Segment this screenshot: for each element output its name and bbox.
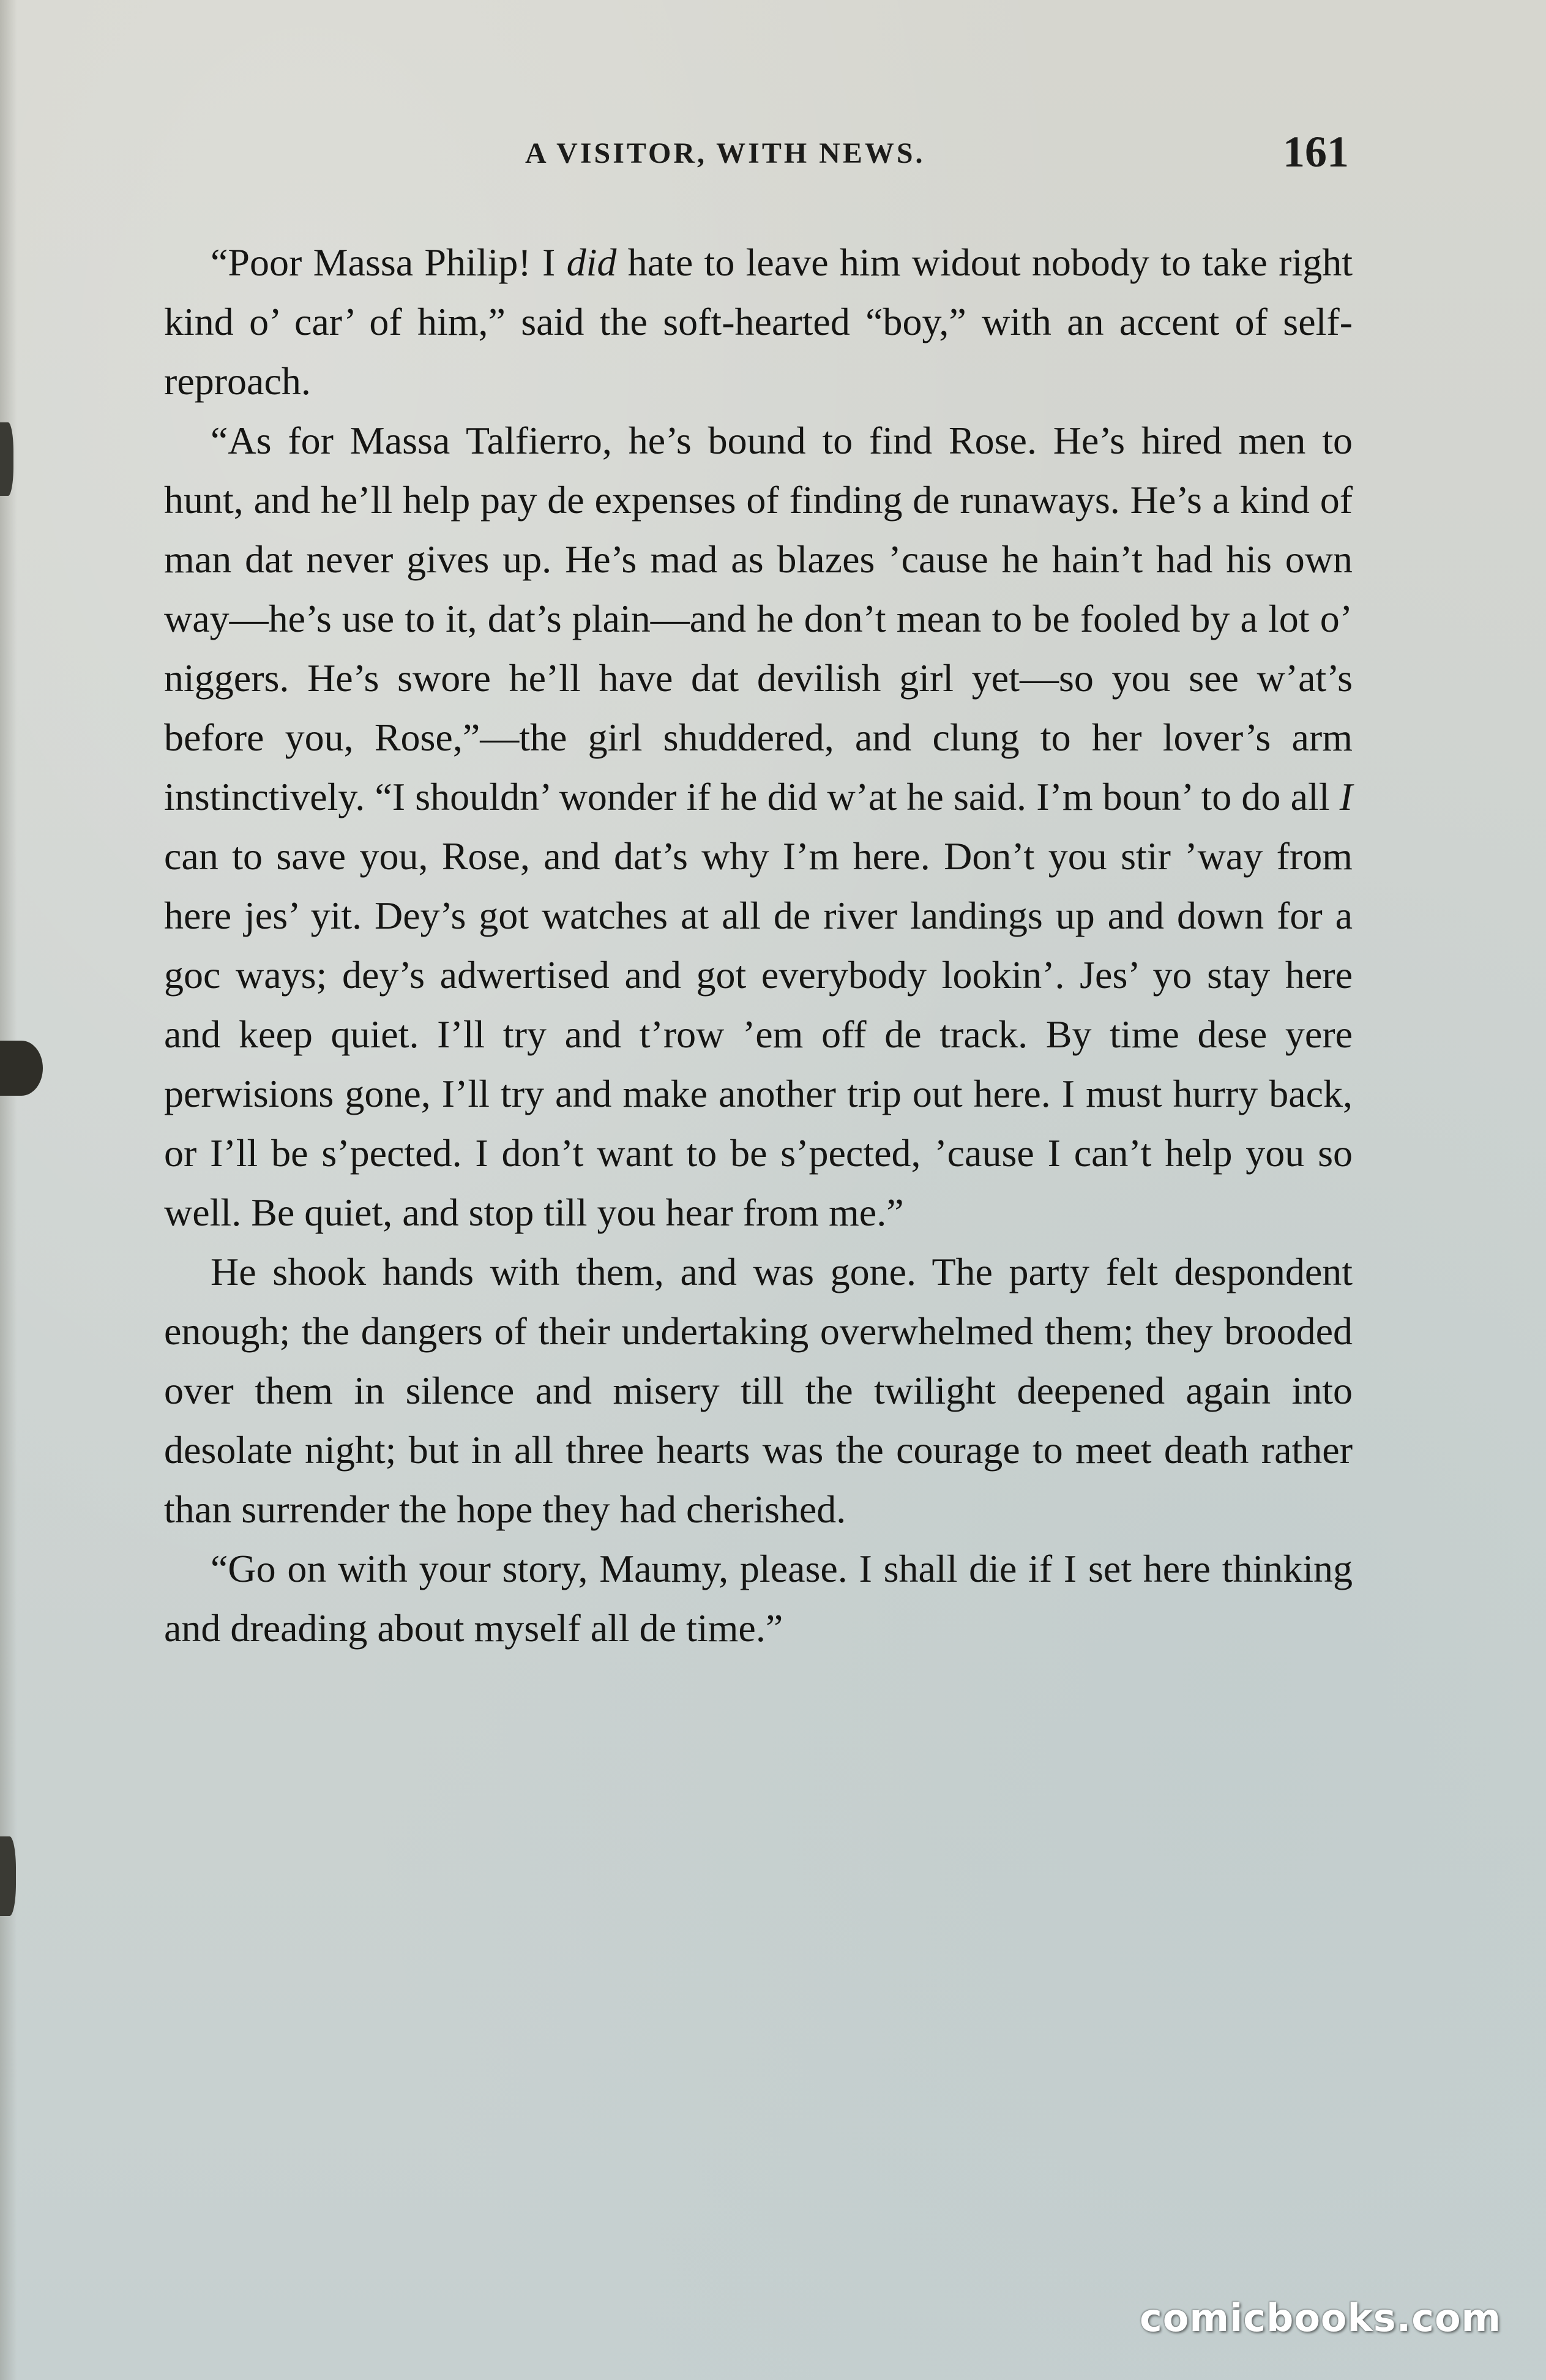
running-head: A VISITOR, WITH NEWS. xyxy=(525,137,925,170)
body-text xyxy=(164,233,1353,1658)
text-run: “Go on with your story, Maumy, please. I shall die if I set here thinking and dreading about myself all de time.” xyxy=(164,1547,1353,1650)
paragraph xyxy=(164,1242,1353,1539)
text-run: hate to leave him widout nobody to take right kind o’ car’ of him,” said the soft-hearted “boy,” with an accent of self-reproach. xyxy=(164,241,1353,403)
page-header xyxy=(0,125,1546,193)
text-run: “Poor Massa Philip! I xyxy=(211,241,567,284)
page-number: 161 xyxy=(1283,127,1349,176)
text-run: He shook hands with them, and was gone. The party felt despondent enough; the dangers of their undertaking overwhelmed them; they brooded over them in silence and misery till the twilight deepened again into desolate night; but in all three hearts was the courage to meet death rather than surrender the hope they had cherished. xyxy=(164,1250,1353,1531)
emphasis: I xyxy=(1339,775,1353,818)
watermark: comicbooks.com xyxy=(1140,2296,1502,2340)
paragraph xyxy=(164,1539,1353,1658)
binding-thread-mark xyxy=(0,422,13,496)
paragraph xyxy=(164,411,1353,1242)
emphasis: did xyxy=(566,241,617,284)
text-run: can to save you, Rose, and dat’s why I’m here. Don’t you stir ’way from here jes’ yit. Dey’s got watches at all de river landings up and down for a goc ways; dey’s adwertised and got everybody lookin’. Jes’ yo stay here and keep quiet. I’ll try and t’row ’em off de track. By time dese yere perwisions gone, I’ll try and make another trip out here. I must hurry back, or I’ll be s’pected. I don’t want to be s’pected, ’cause I can’t help you so well. Be quiet, and stop till you hear from me.” xyxy=(164,834,1353,1234)
page-gutter-shadow xyxy=(0,0,17,2380)
paragraph xyxy=(164,233,1353,411)
text-run: “As for Massa Talfierro, he’s bound to find Rose. He’s hired men to hunt, and he’ll help pay de expenses of finding de runaways. He’s a kind of man dat never gives up. He’s mad as blazes ’cause he hain’t had his own way—he’s use to it, dat’s plain—and he don’t mean to be fooled by a lot o’ niggers. He’s swore he’ll have dat devilish girl yet—so you see w’at’s before you, Rose,”—the girl shuddered, and clung to her lover’s arm instinctively. “I shouldn’ wonder if he did w’at he said. I’m boun’ to do all xyxy=(164,419,1353,818)
binding-thread-mark xyxy=(0,1836,16,1916)
binding-thread-mark xyxy=(0,1041,43,1096)
